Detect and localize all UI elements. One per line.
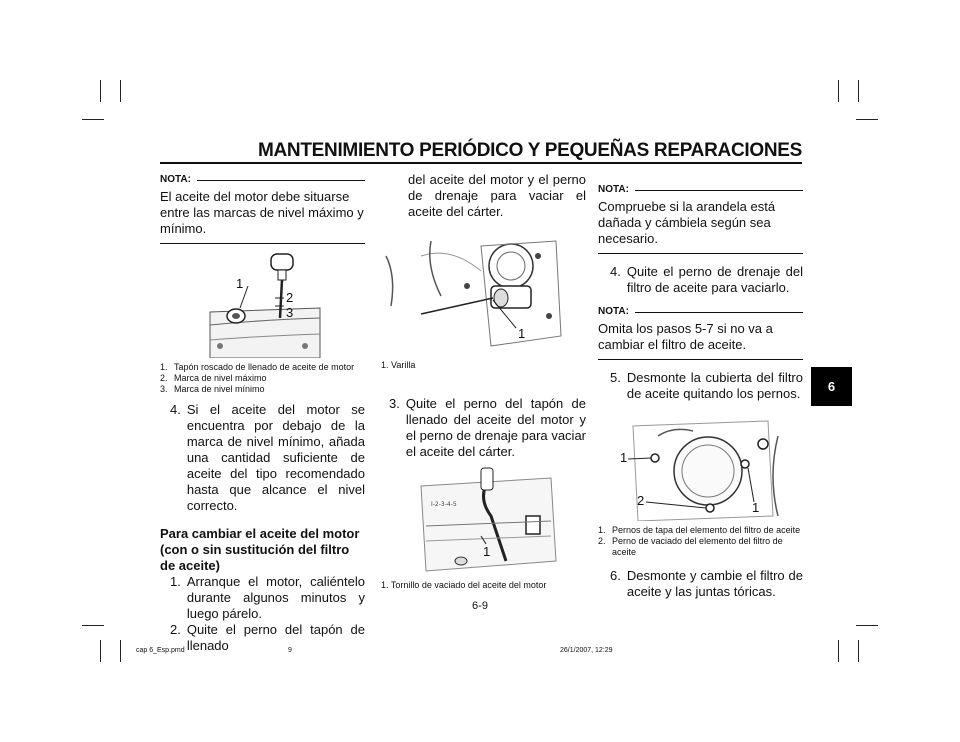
figure-caption (160, 362, 365, 395)
page-number: 6-9 (472, 600, 488, 612)
nota-end-rule (598, 253, 803, 254)
page-title: MANTENIMIENTO PERIÓDICO Y PEQUEÑAS REPARACIONES (257, 140, 802, 161)
nota-label: NOTA: (598, 306, 629, 317)
crop-mark (82, 119, 104, 120)
callout-1: 1 (620, 450, 628, 465)
footer-filename: cap 6_Esp.pmd (136, 647, 185, 654)
step-1: 1. Arranque el motor, caliéntelo durante algunos minutos y luego párelo. (170, 574, 365, 621)
nota-text: El aceite del motor debe situarse entre las marcas de nivel máximo y mínimo. (160, 189, 364, 236)
continuation-text: del aceite del motor y el perno de drenaje para vaciar el aceite del cárter. (408, 172, 586, 219)
nota-end-rule (160, 243, 365, 244)
nota-label: NOTA: (160, 174, 191, 185)
step-3: 3. Quite el perno del tapón de llenado del aceite del motor y el perno de drenaje para vaciar el aceite del cárter. (389, 396, 586, 459)
dipstick-illustration (160, 250, 365, 358)
step-4: 4. Si el aceite del motor se encuentra por debajo de la marca de nivel mínimo, añada una cantidad suficiente de aceite del tipo recomendado hasta que alcance el nivel correcto. (170, 402, 365, 513)
crop-mark (856, 119, 878, 120)
figure-caption: 1. Varilla (381, 360, 416, 370)
callout-1: 1 (752, 500, 760, 515)
nota-heading (160, 172, 365, 188)
figure-caption (598, 525, 803, 558)
crop-mark (120, 640, 121, 662)
oil-filter-cover-figure (598, 416, 803, 521)
caption-item: 1. Pernos de tapa del elemento del filtro de aceite (598, 525, 801, 535)
step-6: 6. Desmonte y cambie el filtro de aceite y las juntas tóricas. (610, 568, 803, 599)
callout-1: 1 (518, 326, 526, 341)
title-rule (160, 162, 802, 164)
column-middle (381, 172, 586, 591)
section-subheading: Para cambiar el aceite del motor (con o sin sustitución del filtro de aceite) (160, 526, 360, 573)
nota-box (598, 304, 803, 360)
svg-text:I-2-3-4-5: I-2-3-4-5 (431, 501, 457, 508)
nota-box (598, 182, 803, 254)
nota-end-rule (598, 359, 803, 360)
crop-mark (100, 640, 101, 662)
figure-caption: 1. Tornillo de vaciado del aceite del motor (381, 580, 547, 590)
nota-label: NOTA: (598, 184, 629, 195)
nota-heading (598, 304, 803, 320)
callout-2: 2 (286, 290, 294, 305)
crop-mark (82, 625, 104, 626)
callout-3: 3 (286, 305, 294, 320)
caption-item: 2. Marca de nivel máximo (160, 373, 267, 383)
callout-1: 1 (483, 544, 491, 559)
column-left (160, 172, 365, 654)
drain-bolt-figure (381, 466, 586, 576)
caption-item: 1. Tapón roscado de llenado de aceite de motor (160, 362, 355, 372)
step-5: 5. Desmonte la cubierta del filtro de aceite quitando los pernos. (610, 370, 803, 401)
crop-mark (858, 640, 859, 662)
footer-date: 26/1/2007, 12:29 (560, 647, 613, 654)
chapter-tab: 6 (811, 367, 852, 406)
dipstick-photo-figure (381, 236, 586, 356)
dipstick-figure (160, 250, 365, 358)
nota-box (160, 172, 365, 244)
column-right (598, 172, 803, 600)
crop-mark (858, 80, 859, 102)
nota-text: Omita los pasos 5-7 si no va a cambiar el filtro de aceite. (598, 321, 773, 352)
step-2: 2. Quite el perno del tapón de llenado (170, 622, 365, 653)
nota-text: Compruebe si la arandela está dañada y cámbiela según sea necesario. (598, 199, 776, 246)
callout-1: 1 (236, 276, 244, 291)
crop-mark (856, 625, 878, 626)
crop-mark (120, 80, 121, 102)
crop-mark (100, 80, 101, 102)
crop-mark (838, 80, 839, 102)
oil-filter-cover-illustration (598, 416, 803, 521)
footer-page: 9 (288, 647, 292, 654)
nota-heading (598, 182, 803, 198)
caption-item: 2. Perno de vaciado del elemento del filtro de aceite (598, 536, 783, 557)
crop-mark (838, 640, 839, 662)
engine-dipstick-illustration (381, 236, 586, 356)
step-4: 4. Quite el perno de drenaje del filtro de aceite para vaciarlo. (610, 264, 803, 295)
callout-2: 2 (637, 493, 645, 508)
caption-item: 3. Marca de nivel mínimo (160, 384, 265, 394)
